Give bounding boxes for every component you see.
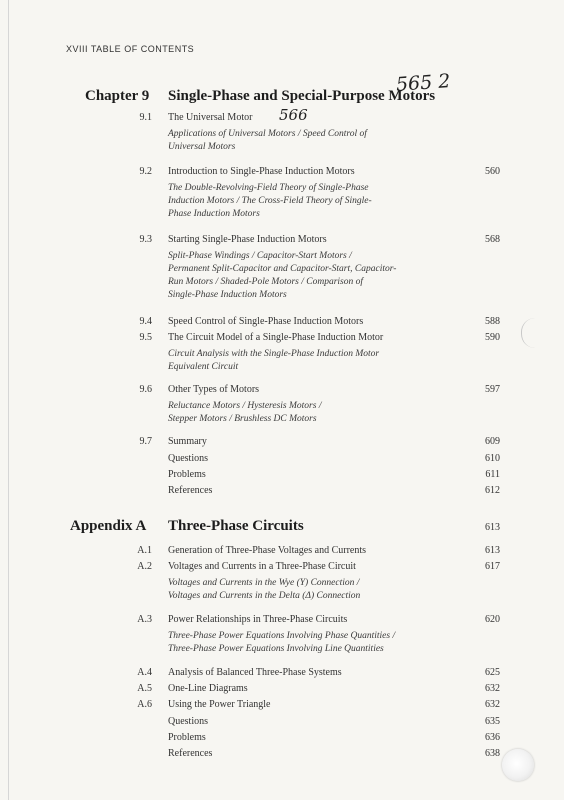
subtopic-line: Phase Induction Motors <box>168 209 260 219</box>
entry-subtopics <box>168 400 458 426</box>
entry-title: One-Line Diagrams <box>168 683 248 694</box>
entry-number: 9.5 <box>139 332 152 343</box>
entry-number: 9.1 <box>139 112 152 123</box>
entry-page: 609 <box>485 436 500 447</box>
entry-number: 9.6 <box>139 384 152 395</box>
entry-number: A.6 <box>137 699 152 710</box>
entry-page: 560 <box>485 166 500 177</box>
entry-subtopics <box>168 348 458 374</box>
appendix-page: 613 <box>485 522 500 533</box>
entry-title: Generation of Three-Phase Voltages and Currents <box>168 545 367 556</box>
entry-page: 636 <box>485 732 500 743</box>
entry-page: 632 <box>485 683 500 694</box>
entry-title: Other Types of Motors <box>168 384 260 395</box>
handwritten-annotation-inline: 566 <box>279 106 308 124</box>
entry-title: The Circuit Model of a Single-Phase Induction Motor <box>168 332 384 343</box>
entry-number: 9.2 <box>139 166 152 177</box>
entry-title: Questions <box>168 453 208 464</box>
subtopic-line: Reluctance Motors / Hysteresis Motors / <box>168 401 322 411</box>
entry-page: 590 <box>485 332 500 343</box>
entry-page: 568 <box>485 234 500 245</box>
entry-title: Problems <box>168 469 206 480</box>
entry-number: A.4 <box>137 667 152 678</box>
entry-title: References <box>168 485 213 496</box>
entry-title: Starting Single-Phase Induction Motors <box>168 234 327 245</box>
entry-title: References <box>168 748 213 759</box>
binder-hole <box>502 749 534 781</box>
subtopic-line: Stepper Motors / Brushless DC Motors <box>168 414 317 424</box>
subtopic-line: Three-Phase Power Equations Involving Line Quantities <box>168 644 384 654</box>
entry-subtopics <box>168 630 458 656</box>
entry-subtopics <box>168 128 458 154</box>
running-head: XVIII TABLE OF CONTENTS <box>66 44 195 54</box>
entry-page: 611 <box>485 469 500 480</box>
entry-title: Power Relationships in Three-Phase Circuits <box>168 614 348 625</box>
subtopic-line: Single-Phase Induction Motors <box>168 290 287 300</box>
entry-number: 9.7 <box>139 436 152 447</box>
entry-subtopics <box>168 182 458 221</box>
subtopic-line: Voltages and Currents in the Wye (Y) Connection / <box>168 578 360 588</box>
subtopic-line: The Double-Revolving-Field Theory of Single-Phase <box>168 183 369 193</box>
page-edge-shadow <box>8 0 9 800</box>
entry-page: 638 <box>485 748 500 759</box>
subtopic-line: Split-Phase Windings / Capacitor-Start Motors / <box>168 251 352 261</box>
entry-page: 597 <box>485 384 500 395</box>
entry-title: Analysis of Balanced Three-Phase Systems <box>168 667 342 678</box>
entry-title: Questions <box>168 716 208 727</box>
entry-title: Using the Power Triangle <box>168 699 271 710</box>
entry-title: Problems <box>168 732 206 743</box>
entry-page: 635 <box>485 716 500 727</box>
subtopic-line: Voltages and Currents in the Delta (Δ) Connection <box>168 591 361 601</box>
entry-number: A.5 <box>137 683 152 694</box>
subtopic-line: Applications of Universal Motors / Speed Control of <box>168 129 367 139</box>
entry-number: A.1 <box>137 545 152 556</box>
entry-title: Voltages and Currents in a Three-Phase Circuit <box>168 561 356 572</box>
entry-number: A.2 <box>137 561 152 572</box>
entry-number: 9.3 <box>139 234 152 245</box>
entry-page: 620 <box>485 614 500 625</box>
entry-title: Summary <box>168 436 207 447</box>
appendix-title: Three-Phase Circuits <box>168 518 304 534</box>
entry-page: 610 <box>485 453 500 464</box>
subtopic-line: Universal Motors <box>168 142 236 152</box>
handwritten-annotation-top: 565 2 <box>395 70 452 96</box>
subtopic-line: Circuit Analysis with the Single-Phase Induction Motor <box>168 349 380 359</box>
subtopic-line: Run Motors / Shaded-Pole Motors / Comparison of <box>168 277 364 287</box>
entry-subtopics <box>168 577 458 603</box>
entry-page: 613 <box>485 545 500 556</box>
entry-page: 632 <box>485 699 500 710</box>
entry-number: 9.4 <box>139 316 152 327</box>
appendix-label: Appendix A <box>70 518 147 534</box>
subtopic-line: Permanent Split-Capacitor and Capacitor-Start, Capacitor- <box>168 264 397 274</box>
entry-page: 617 <box>485 561 500 572</box>
entry-title: Speed Control of Single-Phase Induction Motors <box>168 316 364 327</box>
entry-page: 588 <box>485 316 500 327</box>
entry-title: The Universal Motor <box>168 112 253 123</box>
entry-title: Introduction to Single-Phase Induction Motors <box>168 166 355 177</box>
entry-number: A.3 <box>137 614 152 625</box>
chapter-title: Single-Phase and Special-Purpose Motors <box>168 88 436 104</box>
entry-page: 612 <box>485 485 500 496</box>
binder-mark <box>521 318 536 348</box>
subtopic-line: Induction Motors / The Cross-Field Theory of Single- <box>168 196 372 206</box>
subtopic-line: Three-Phase Power Equations Involving Phase Quantities / <box>168 631 396 641</box>
entry-page: 625 <box>485 667 500 678</box>
entry-subtopics <box>168 250 458 302</box>
subtopic-line: Equivalent Circuit <box>168 362 239 372</box>
chapter-label: Chapter 9 <box>85 88 150 104</box>
